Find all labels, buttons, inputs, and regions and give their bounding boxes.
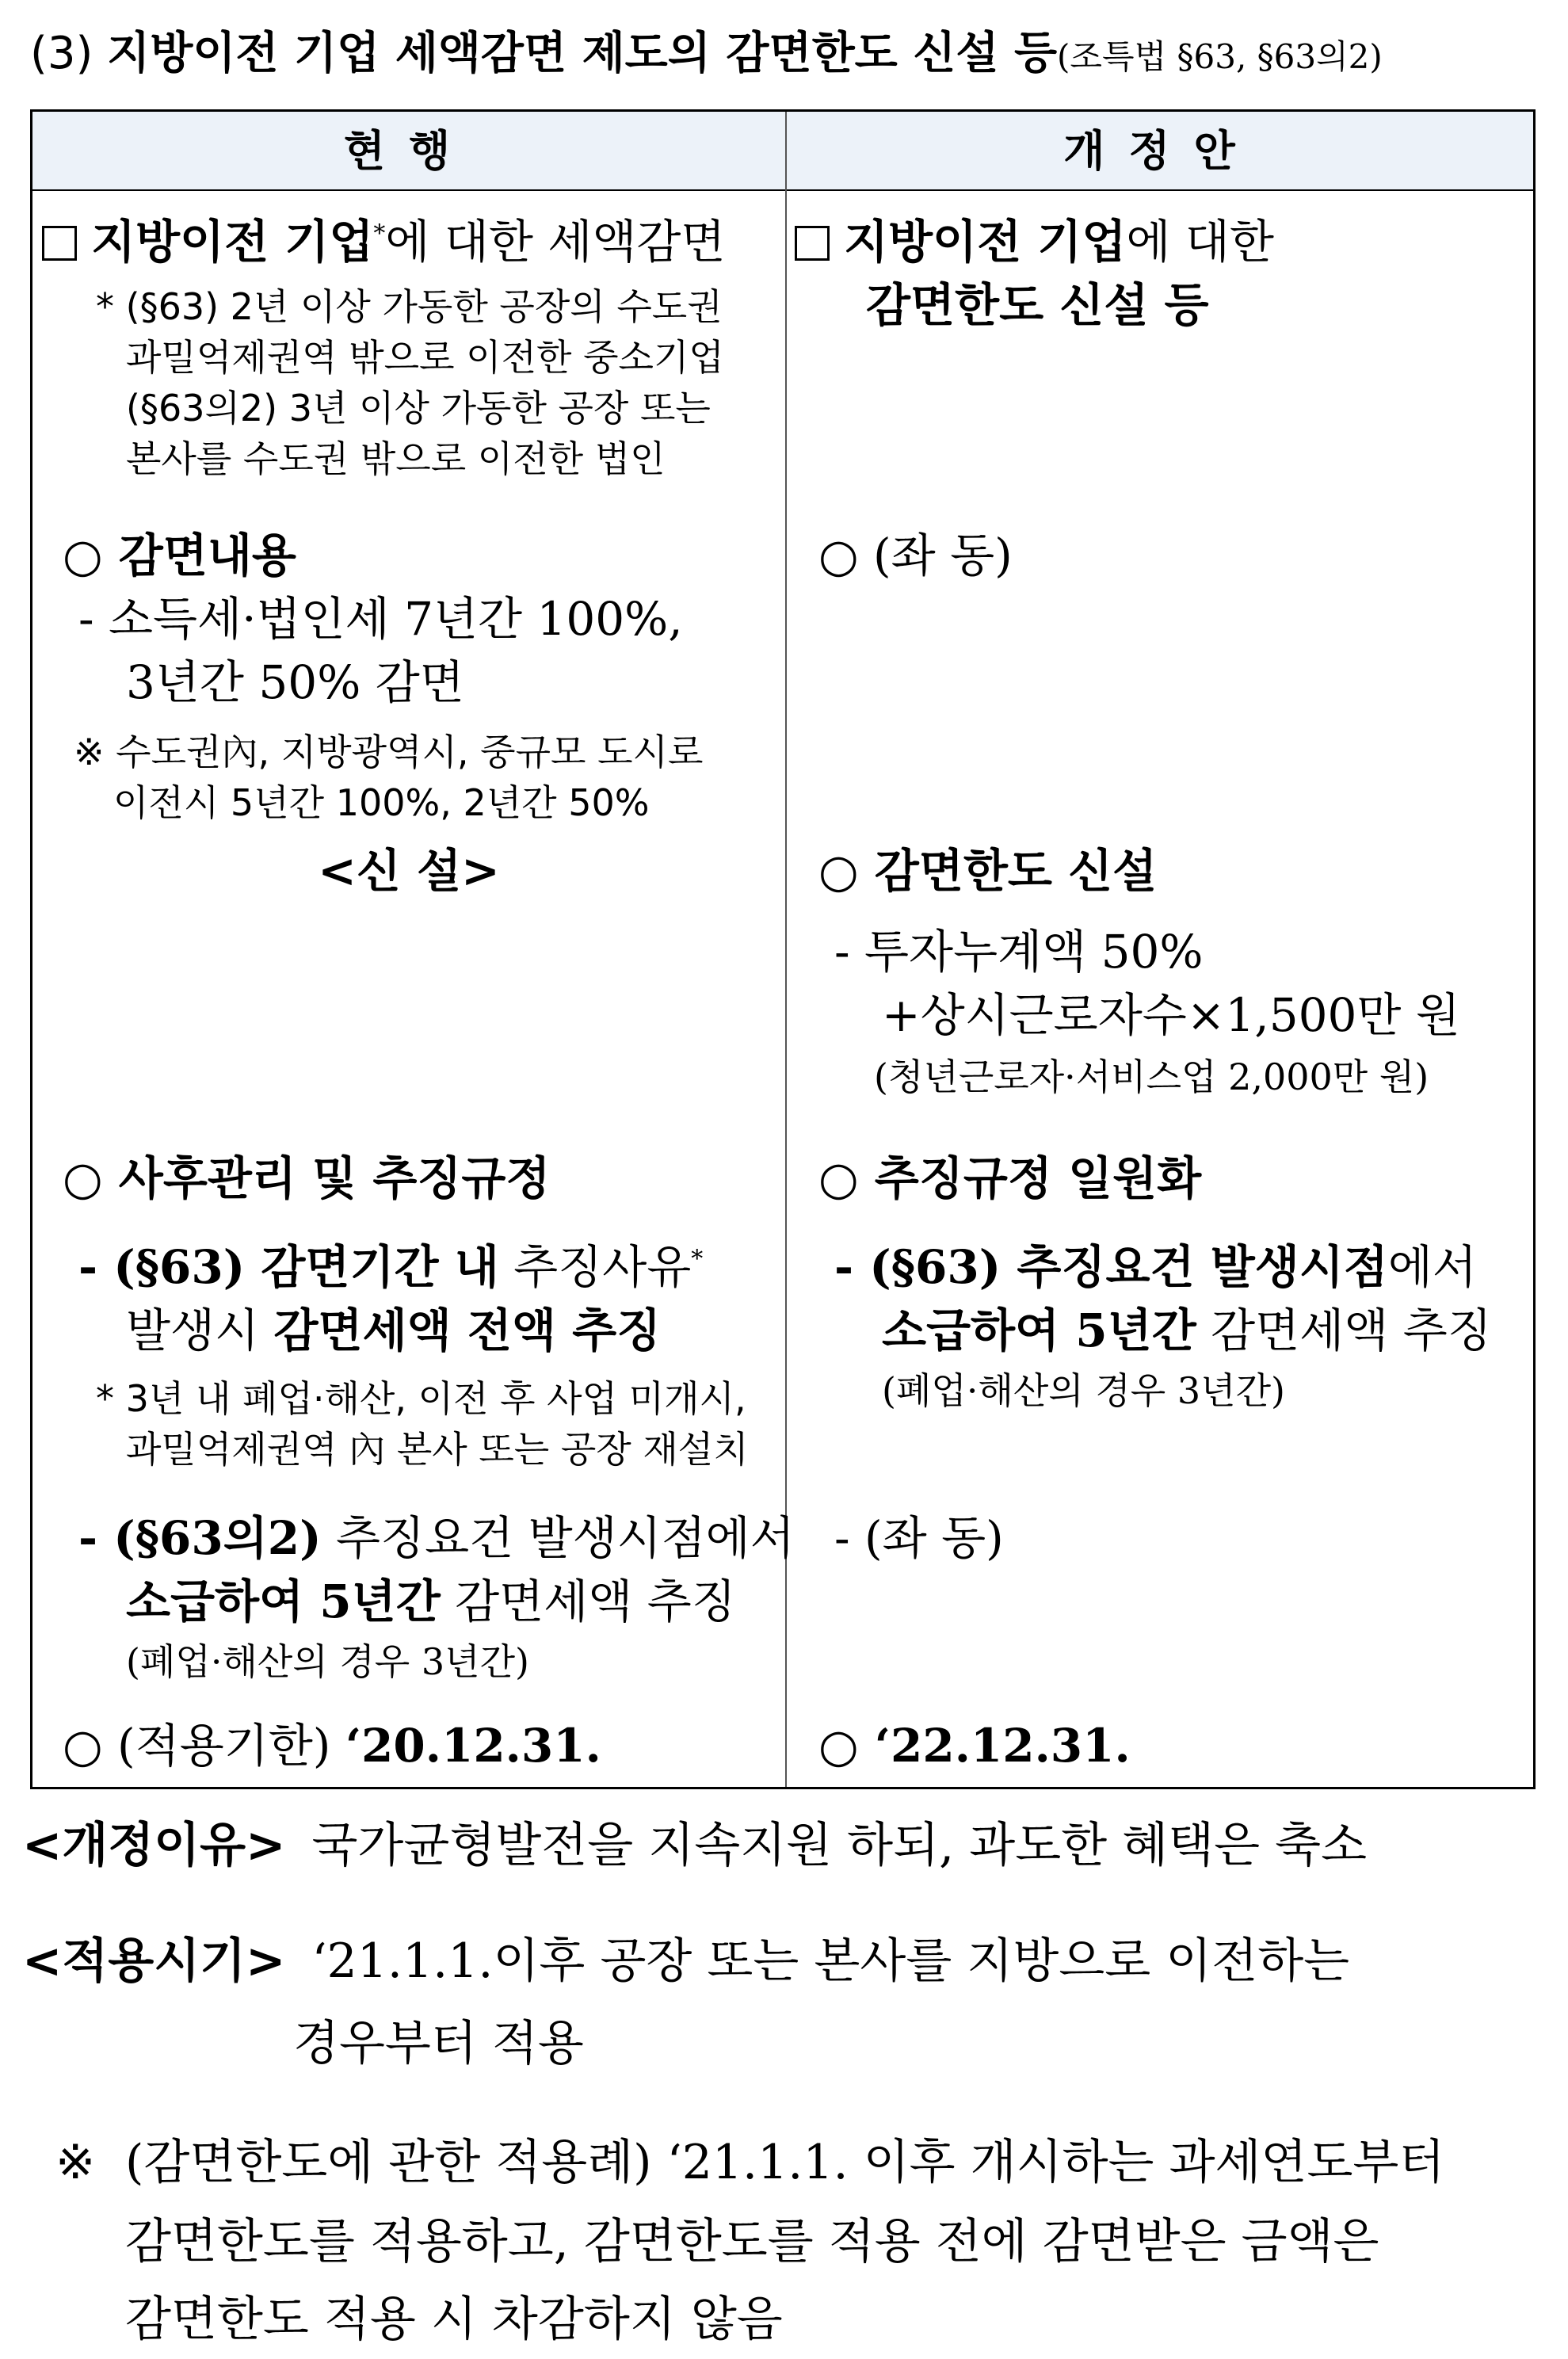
- effective-text-1: ‘21.1.1.이후 공장 또는 본사를 지방으로 이전하는: [311, 1933, 1350, 1989]
- current-footnote-line-2: 과밀억제권역 밖으로 이전한 중소기업: [126, 336, 724, 379]
- current-s1-item-1: - 소득세·법인세 7년간 100%,: [78, 592, 683, 646]
- law-reference: (조특법 §63, §63의2): [1057, 37, 1383, 76]
- effective-text-2: 경우부터 적용: [293, 2016, 584, 2071]
- header-current: 현행: [343, 125, 475, 176]
- current-footnote-line-4: 본사를 수도권 밖으로 이전한 법인: [126, 437, 666, 480]
- note-line-3: 감면한도 적용 시 차감하지 않음: [125, 2292, 783, 2347]
- current-deadline: ○ (적용기한) ‘20.12.31.: [63, 1719, 601, 1773]
- section-title-text: 지방이전 기업 세액감면 제도의 감면한도 신설 등: [107, 27, 1058, 79]
- proposed-s2-heading: ○ 감면한도 신설: [818, 844, 1158, 898]
- current-s1-note-1: ※ 수도권內, 지방광역시, 중규모 도시로: [74, 731, 704, 773]
- note-line-2: 감면한도를 적용하고, 감면한도를 적용 전에 감면받은 금액은: [125, 2214, 1379, 2269]
- checkbox-square-icon: [795, 226, 830, 261]
- current-s2-item-3: - (§63의2) 추징요건 발생시점에서: [78, 1511, 795, 1565]
- proposed-s3-item-3: (폐업·해산의 경우 3년간): [882, 1369, 1285, 1412]
- table-header: [32, 112, 1533, 191]
- note-marker: ※: [55, 2135, 96, 2190]
- current-s2-item-1: - (§63) 감면기간 내 추징사유*: [78, 1240, 704, 1294]
- proposed-box-title-2: 감면한도 신설 등: [866, 278, 1209, 332]
- section-number: (3): [30, 28, 93, 79]
- current-s2-item-4: 소급하여 5년간 감면세액 추징: [126, 1575, 736, 1628]
- current-s2-heading: ○ 사후관리 및 추징규정: [63, 1151, 551, 1205]
- current-s1-heading: ○ 감면내용: [63, 529, 296, 582]
- current-s2-note-2: 과밀억제권역 內 본사 또는 공장 재설치: [126, 1428, 749, 1471]
- proposed-s2-item-1: - 투자누계액 50%: [834, 925, 1204, 979]
- proposed-s3-item-2: 소급하여 5년간 감면세액 추징: [882, 1304, 1492, 1357]
- checkbox-square-icon: [42, 226, 77, 261]
- proposed-s3-same: - (좌 동): [834, 1511, 1004, 1565]
- section-title: [30, 25, 1383, 85]
- current-s2-note-1: * 3년 내 폐업·해산, 이전 후 사업 미개시,: [96, 1377, 746, 1420]
- current-s2-item-2: 발생시 감면세액 전액 추징: [126, 1304, 662, 1357]
- current-box-title: 지방이전 기업*에 대한 세액감면: [42, 213, 725, 271]
- proposed-s1-same: ○ (좌 동): [818, 529, 1013, 582]
- proposed-s3-heading: ○ 추징규정 일원화: [818, 1151, 1202, 1205]
- current-footnote-line-3: (§63의2) 3년 이상 가동한 공장 또는: [126, 387, 711, 429]
- proposed-s3-item-1: - (§63) 추징요건 발생시점에서: [834, 1240, 1477, 1294]
- reason-label: <개정이유>: [22, 1818, 286, 1873]
- reason-row: [22, 1815, 1367, 1876]
- proposed-s2-item-2: +상시근로자수×1,500만 원: [882, 988, 1460, 1042]
- header-proposed: 개정안: [1063, 125, 1259, 176]
- current-s1-note-2: 이전시 5년간 100%, 2년간 50%: [113, 781, 650, 824]
- current-footnote-line-1: * (§63) 2년 이상 가동한 공장의 수도권: [96, 285, 723, 328]
- proposed-deadline: ○ ‘22.12.31.: [818, 1719, 1131, 1773]
- current-s1-item-2: 3년간 50% 감면: [126, 655, 464, 709]
- note-line-1: (감면한도에 관한 적용례) ‘21.1.1. 이후 개시하는 과세연도부터: [125, 2135, 1445, 2190]
- comparison-table: [30, 109, 1536, 1789]
- proposed-box-title: 지방이전 기업에 대한: [795, 213, 1274, 271]
- proposed-s2-item-3: (청년근로자·서비스업 2,000만 원): [874, 1055, 1429, 1098]
- current-new-marker: <신 설>: [318, 844, 500, 898]
- reason-text: 국가균형발전을 지속지원 하되, 과도한 혜택은 축소: [311, 1818, 1368, 1873]
- effective-label: <적용시기>: [22, 1933, 286, 1989]
- current-s2-item-5: (폐업·해산의 경우 3년간): [126, 1640, 529, 1683]
- effective-row: [22, 1930, 1349, 1992]
